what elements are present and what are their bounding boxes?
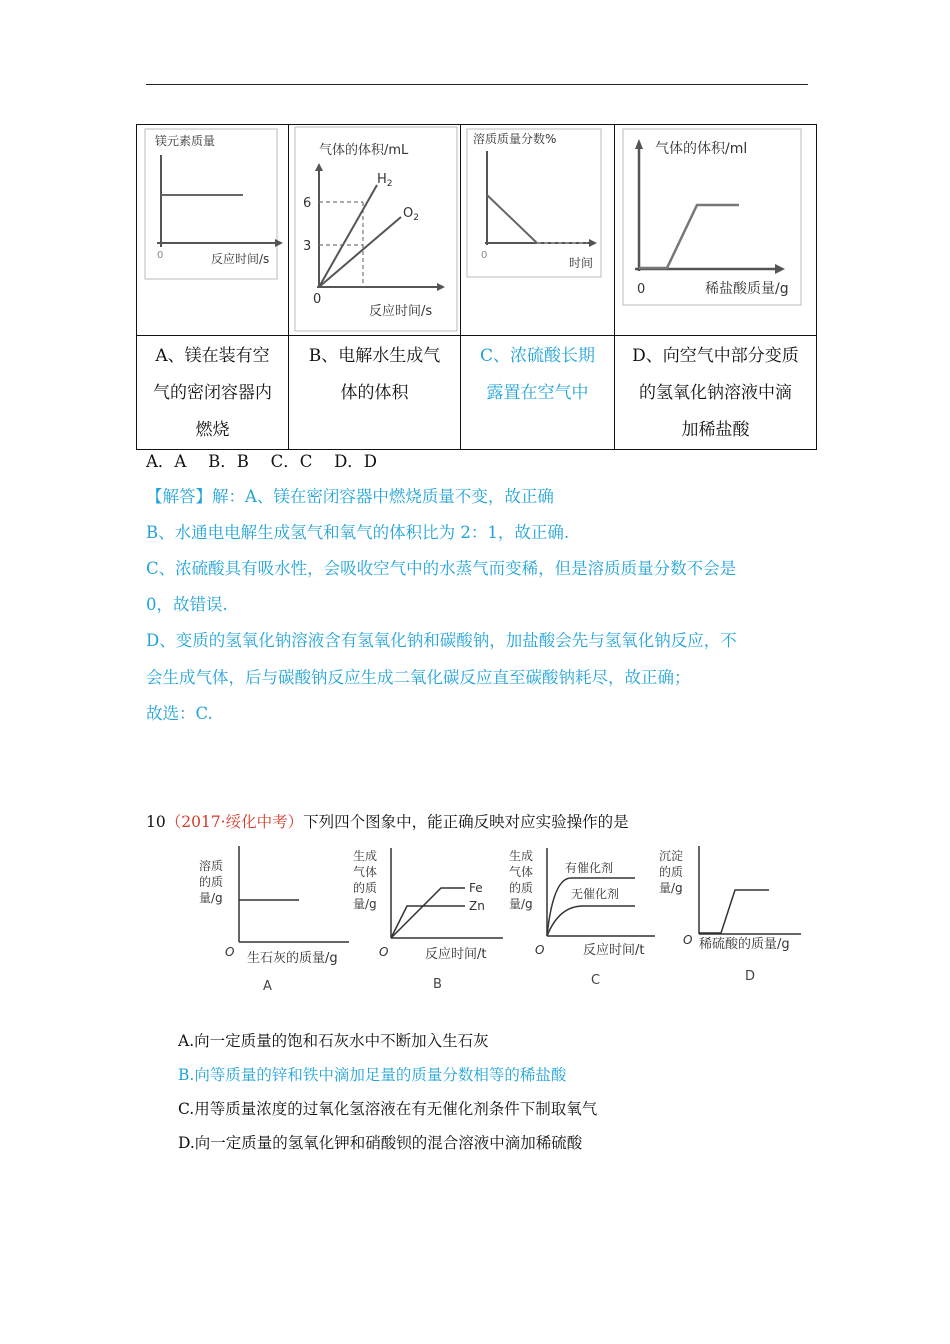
q10-source: （2017·绥化中考） — [165, 813, 304, 831]
svg-text:B: B — [433, 977, 442, 992]
svg-text:气体: 气体 — [509, 865, 534, 879]
svg-text:O: O — [225, 945, 235, 959]
svg-text:A: A — [263, 979, 272, 994]
header-rule — [146, 84, 808, 85]
svg-text:O: O — [379, 945, 389, 959]
graph-a — [137, 125, 289, 335]
graph-c-fraction-line — [487, 195, 537, 243]
graph-b — [289, 125, 461, 335]
svg-text:Fe: Fe — [469, 881, 483, 895]
q9-answer-line-7: 故选：C. — [146, 704, 213, 723]
graph-a-ylabel: 镁元素质量 — [155, 134, 216, 148]
svg-text:生成: 生成 — [353, 849, 378, 863]
graph-c-cell — [461, 125, 615, 336]
graph-a-origin: 0 — [157, 250, 164, 261]
graph-d-origin: 0 — [637, 282, 646, 297]
q10-graph-d-line — [699, 890, 769, 933]
q10-figure — [195, 838, 811, 998]
svg-text:O: O — [535, 943, 545, 957]
answer-tag: 【解答】 — [146, 487, 212, 506]
option-a-cell: A、镁在装有空 气的密闭容器内 燃烧 — [137, 336, 289, 450]
svg-text:Zn: Zn — [469, 899, 485, 913]
svg-text:的质: 的质 — [199, 875, 224, 889]
svg-text:量/g: 量/g — [353, 897, 377, 911]
q9-answer-line-5: D、变质的氢氧化钠溶液含有氢氧化钠和碳酸钠，加盐酸会先与氢氧化钠反应，不 — [146, 631, 737, 650]
svg-text:量/g: 量/g — [509, 897, 533, 911]
q10-graph-c-no-catalyst — [547, 906, 635, 936]
graph-b-tick-6: 6 — [303, 196, 312, 211]
svg-text:沉淀: 沉淀 — [659, 849, 684, 863]
svg-text:生成: 生成 — [509, 849, 534, 863]
graph-d-ylabel: 气体的体积/ml — [655, 141, 748, 157]
svg-text:气体: 气体 — [353, 865, 378, 879]
graph-b-ylabel: 气体的体积/mL — [319, 143, 409, 158]
svg-text:反应时间/t: 反应时间/t — [425, 947, 487, 962]
svg-text:生石灰的质量/g: 生石灰的质量/g — [247, 951, 338, 966]
q10-option-b: B.向等质量的锌和铁中滴加足量的质量分数相等的稀盐酸 — [178, 1066, 567, 1084]
graph-d-xlabel: 稀盐酸质量/g — [705, 281, 789, 297]
svg-text:反应时间/t: 反应时间/t — [583, 943, 645, 958]
graph-b-cell — [289, 125, 461, 336]
graph-d — [615, 125, 817, 335]
q9-answer-line-6: 会生成气体，后与碳酸钠反应生成二氧化碳反应直至碳酸钠耗尽，故正确； — [146, 668, 691, 687]
q9-answer-line-2: B、水通电电解生成氢气和氧气的体积比为 2：1，故正确. — [146, 523, 570, 542]
svg-text:量/g: 量/g — [659, 881, 683, 895]
svg-text:有催化剂: 有催化剂 — [565, 861, 614, 875]
svg-text:无催化剂: 无催化剂 — [571, 887, 620, 901]
svg-text:O: O — [683, 933, 693, 947]
svg-text:量/g: 量/g — [199, 891, 223, 905]
graph-b-o2-label: $O_2$ — [403, 206, 419, 223]
q10-stem-text: 下列四个图象中，能正确反映对应实验操作的是 — [303, 813, 629, 831]
q9-answer-line-4: 0，故错误. — [146, 595, 228, 614]
q10-graph-d — [659, 846, 801, 984]
q9-choices: A．A B．B C．C D．D — [146, 452, 378, 471]
graph-a-cell — [137, 125, 289, 336]
option-d-cell: D、向空气中部分变质 的氢氧化钠溶液中滴 加稀盐酸 — [615, 336, 817, 450]
graph-b-origin: 0 — [313, 292, 322, 307]
q10-stem — [146, 810, 629, 832]
graph-b-xlabel: 反应时间/s — [369, 304, 433, 319]
graph-b-o2-line — [319, 217, 401, 287]
q10-graph-b-zn — [391, 906, 465, 938]
q10-graph-b-fe — [391, 888, 465, 938]
graph-c-ylabel: 溶质质量分数% — [473, 132, 557, 146]
q10-option-d: D.向一定质量的氢氧化钾和硝酸钡的混合溶液中滴加稀硫酸 — [178, 1134, 583, 1152]
svg-text:溶质: 溶质 — [199, 859, 224, 873]
svg-text:的质: 的质 — [353, 881, 378, 895]
q9-answer-line-3: C、浓硫酸具有吸水性，会吸收空气中的水蒸气而变稀，但是溶质质量分数不会是 — [146, 559, 737, 578]
graph-c — [461, 125, 615, 335]
svg-text:的质: 的质 — [509, 881, 534, 895]
svg-text:的质: 的质 — [659, 865, 684, 879]
graph-d-gas-line — [639, 205, 739, 268]
option-b-cell: B、电解水生成气 体的体积 — [289, 336, 461, 450]
q9-answer-line-1: 【解答】解：A、镁在密闭容器中燃烧质量不变，故正确 — [146, 487, 554, 506]
q10-graph-b — [353, 848, 503, 992]
q10-graph-a — [199, 846, 349, 994]
q10-number: 10 — [146, 813, 166, 831]
graph-c-origin: 0 — [481, 250, 488, 261]
q10-figure-svg — [195, 838, 811, 998]
q10-graph-c — [509, 848, 655, 988]
svg-text:C: C — [591, 973, 601, 988]
q10-option-c: C.用等质量浓度的过氧化氢溶液在有无催化剂条件下制取氧气 — [178, 1100, 598, 1118]
graph-c-xlabel: 时间 — [569, 256, 594, 270]
graph-b-h2-line — [319, 185, 377, 287]
svg-text:D: D — [745, 969, 756, 984]
graph-d-cell — [615, 125, 817, 336]
svg-text:稀硫酸的质量/g: 稀硫酸的质量/g — [699, 937, 790, 952]
option-c-cell: C、浓硫酸长期 露置在空气中 — [461, 336, 615, 450]
graph-b-h2-label: $H_2$ — [377, 172, 393, 189]
q9-option-table — [136, 124, 817, 450]
graph-a-xlabel: 反应时间/s — [211, 252, 270, 266]
graph-b-tick-3: 3 — [303, 239, 312, 254]
q10-option-a: A.向一定质量的饱和石灰水中不断加入生石灰 — [178, 1032, 489, 1050]
